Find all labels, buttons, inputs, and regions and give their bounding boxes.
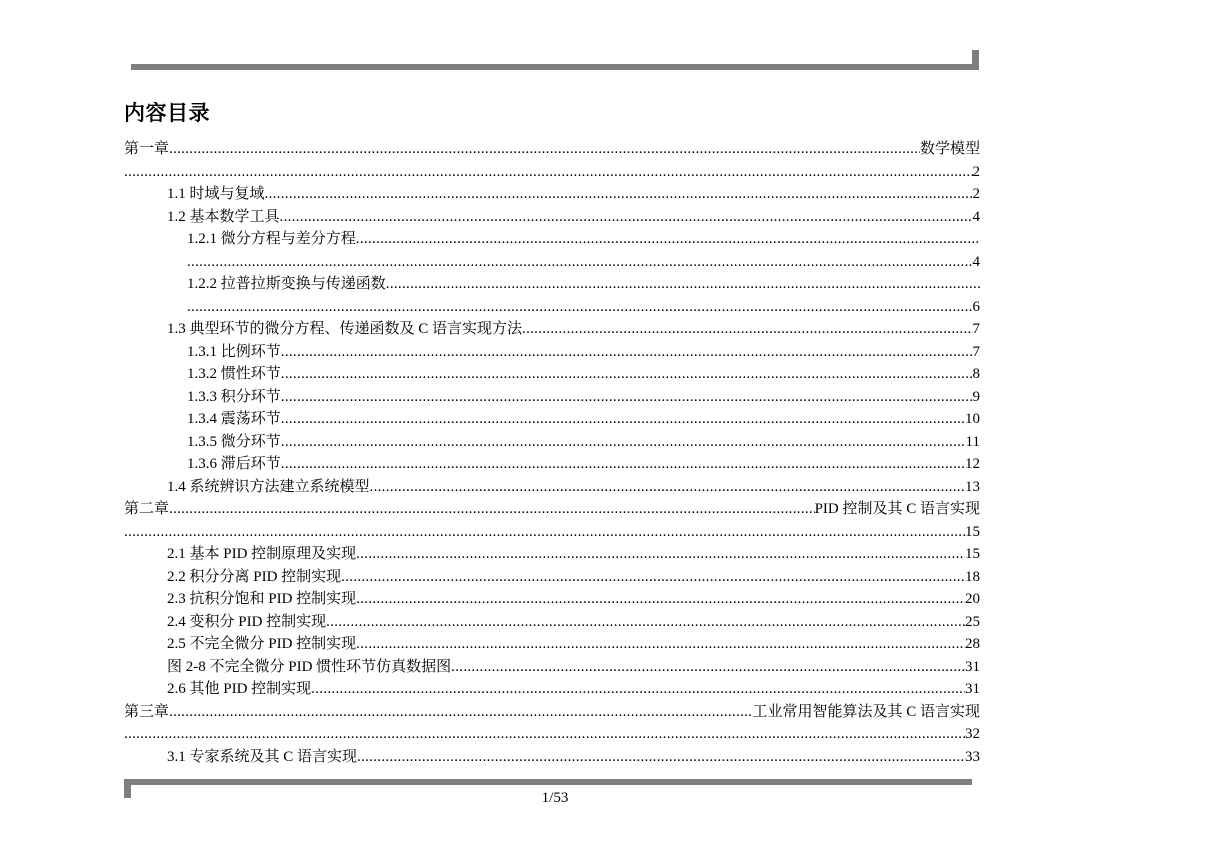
toc-leader-dots [451,656,965,679]
toc-leader-dots [169,498,815,521]
header-rule [131,64,979,70]
header-rule-cap [972,50,979,70]
toc-leader-dots [522,318,972,341]
toc-leader-dots [124,521,965,544]
toc-entry-title: 2.6 其他 PID 控制实现 [167,681,312,697]
toc-entry-page: 4 [972,253,980,270]
toc-entry[interactable] [124,183,980,206]
toc-entry[interactable] [124,701,980,724]
toc-entry[interactable] [124,611,980,634]
toc-entry-page: 工业常用智能算法及其 C 语言实现 [752,703,980,720]
toc-leader-dots [281,408,965,431]
toc-entry-page: 数学模型 [919,141,980,157]
toc-entry-title: 3.1 专家系统及其 C 语言实现 [167,748,358,765]
toc-entry-page: PID 控制及其 C 语言实现 [814,501,980,517]
toc-entry-page: 6 [972,298,980,315]
toc-entry-title: 图 2-8 不完全微分 PID 惯性环节仿真数据图 [167,658,452,675]
toc-entry-title: 1.2.1 微分方程与差分方程 [187,231,356,247]
toc-entry[interactable] [124,251,980,274]
toc-entry-page: 11 [965,433,980,450]
toc-leader-dots [341,566,965,589]
toc-entry[interactable] [124,296,980,319]
toc-entry-page: 2 [972,163,980,180]
toc-entry-page: 4 [972,208,980,225]
toc-entry[interactable] [124,633,980,656]
toc-entry-title: 1.3.1 比例环节 [187,343,281,360]
toc-entry-title: 1.3 典型环节的微分方程、传递函数及 C 语言实现方法 [167,321,523,337]
toc-entry-page: 25 [965,613,980,630]
toc-entry[interactable] [124,453,980,476]
toc-entry[interactable] [124,746,980,769]
toc-entry-page: 2 [972,186,980,202]
toc-entry[interactable] [124,318,980,341]
toc-leader-dots [281,386,973,409]
toc-entry-title: 1.3.3 积分环节 [187,388,281,405]
toc-entry[interactable] [124,228,980,251]
toc-entry-page: 13 [965,478,980,495]
toc-leader-dots [281,363,973,386]
toc-leader-dots [169,701,752,724]
toc-entry-page: 10 [965,411,980,427]
toc-entry-page: 18 [965,568,980,585]
toc-entry-page: 28 [965,636,980,652]
toc-leader-dots [311,678,965,701]
toc-entry-page: 15 [965,546,980,562]
toc-leader-dots [370,476,965,499]
toc-entry-page: 20 [965,591,980,607]
toc-entry[interactable] [124,341,980,364]
toc-entry-title: 第一章 [124,141,170,157]
toc-entry[interactable] [124,678,980,701]
toc-entry-page: 31 [965,658,980,675]
toc-entry-title: 1.2.2 拉普拉斯变换与传递函数 [187,276,386,292]
toc-entry-title: 1.2 基本数学工具 [167,208,280,225]
toc-leader-dots [356,633,965,656]
toc-leader-dots [357,746,965,769]
toc-entry[interactable] [124,656,980,679]
toc-entry[interactable] [124,498,980,521]
toc-entry-title: 1.4 系统辨识方法建立系统模型 [167,478,370,495]
toc-leader-dots [356,228,980,251]
toc-entry[interactable] [124,408,980,431]
toc-leader-dots [187,296,973,319]
toc-entry-title: 第二章 [124,501,170,517]
toc-entry[interactable] [124,588,980,611]
toc-entry-page: 8 [972,366,980,382]
toc-entry[interactable] [124,723,980,746]
toc-entry-page: 12 [965,456,980,472]
toc-leader-dots [281,341,973,364]
toc-heading: 内容目录 [124,101,210,125]
toc-entry[interactable] [124,431,980,454]
toc-entry-title: 2.3 抗积分饱和 PID 控制实现 [167,591,357,607]
toc-entry[interactable] [124,161,980,184]
toc-entry-title: 2.1 基本 PID 控制原理及实现 [167,546,357,562]
toc-leader-dots [386,273,980,296]
toc-entry-title: 第三章 [124,703,170,720]
toc-leader-dots [124,161,973,184]
toc-entry-title: 2.2 积分分离 PID 控制实现 [167,568,342,585]
toc-leader-dots [281,431,966,454]
toc-entry[interactable] [124,543,980,566]
toc-leader-dots [356,588,965,611]
toc-entry-page: 33 [965,748,980,765]
toc-entry-title: 2.5 不完全微分 PID 控制实现 [167,636,357,652]
toc-leader-dots [356,543,965,566]
toc-entry-page: 15 [965,523,980,540]
toc-entry[interactable] [124,566,980,589]
toc-entry-title: 1.3.2 惯性环节 [187,366,281,382]
toc-entry-page: 9 [972,388,980,405]
toc-entry-title: 2.4 变积分 PID 控制实现 [167,613,327,630]
toc-entry[interactable] [124,476,980,499]
toc-entry-title: 1.3.4 震荡环节 [187,411,281,427]
toc-entry-title: 1.3.5 微分环节 [187,433,281,450]
toc-leader-dots [281,453,965,476]
toc-entry[interactable] [124,363,980,386]
toc-leader-dots [169,138,920,161]
toc-entry-title: 1.3.6 滞后环节 [187,456,281,472]
toc-leader-dots [124,723,965,746]
toc-entry-page: 32 [965,726,980,742]
toc-entry[interactable] [124,206,980,229]
toc-entry[interactable] [124,273,980,296]
toc-entry[interactable] [124,521,980,544]
toc-leader-dots [187,251,973,274]
toc-entry-page: 31 [965,681,980,697]
toc-entry-title: 1.1 时域与复域 [167,186,265,202]
page-number: 1/53 [541,790,569,806]
toc-list [124,138,980,768]
toc-leader-dots [326,611,965,634]
footer-rule [124,779,972,785]
toc-leader-dots [265,183,973,206]
toc-entry[interactable] [124,386,980,409]
toc-leader-dots [280,206,973,229]
toc-entry-page: 7 [972,343,980,360]
toc-entry[interactable] [124,138,980,161]
toc-entry-page: 7 [972,321,980,337]
